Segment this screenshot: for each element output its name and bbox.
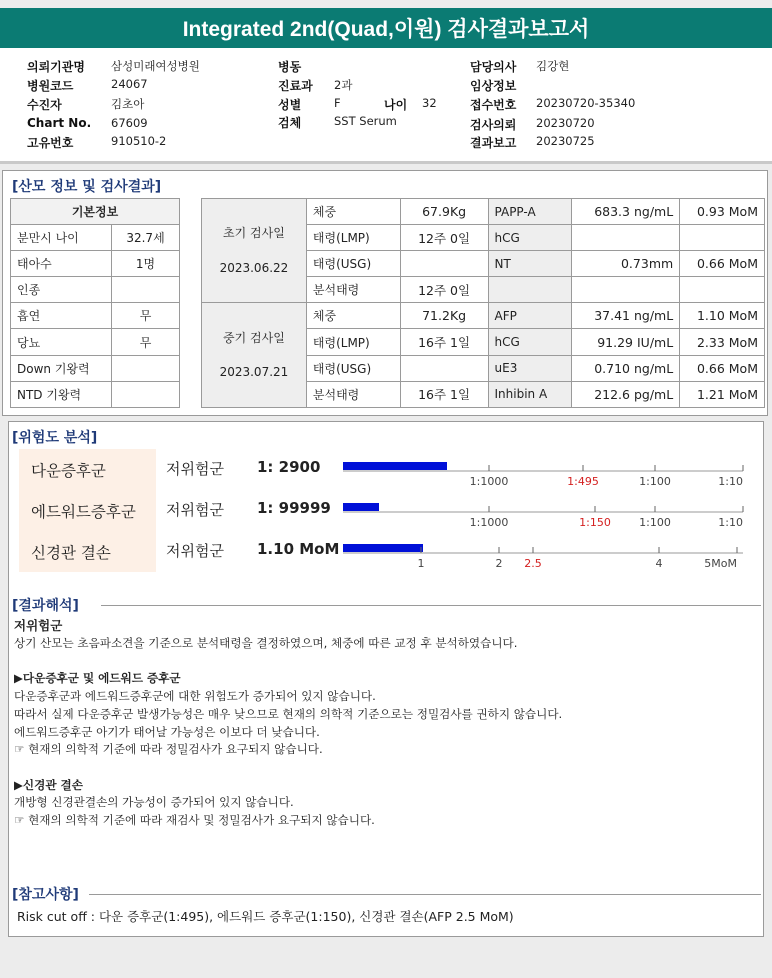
patient-header <box>0 48 772 164</box>
interpretation-group: 저위험군 <box>14 618 63 633</box>
reference-text: Risk cut off : 다운 증후군(1:495), 에드워드 증후군(1:150), 신경관 결손(AFP 2.5 MoM) <box>17 909 514 924</box>
basic-value: 무 <box>112 303 180 329</box>
marker-mom: 2.33 MoM <box>680 329 765 355</box>
header-value: SST Serum <box>334 114 397 128</box>
period-cell <box>202 199 307 303</box>
header-value: 김강현 <box>536 59 570 73</box>
marker-value <box>572 277 680 303</box>
header-value: 삼성미래여성병원 <box>111 59 200 73</box>
header-label: 접수번호 <box>470 98 517 112</box>
header-label: 검사의뢰 <box>470 118 517 132</box>
risk-scale-label: 1 <box>417 557 425 570</box>
header-value: F <box>334 96 341 110</box>
basic-label: NTD 기왕력 <box>11 381 112 407</box>
risk-scale-label: 1:1000 <box>469 475 509 488</box>
marker-name <box>488 277 572 303</box>
measure-value: 16주 1일 <box>400 329 488 355</box>
marker-name: hCG <box>488 225 572 251</box>
maternal-panel <box>2 170 768 416</box>
basic-label: Down 기왕력 <box>11 355 112 381</box>
risk-scale-label: 5MoM <box>704 557 737 570</box>
header-label: 병원코드 <box>27 79 74 93</box>
marker-value: 212.6 pg/mL <box>572 381 680 407</box>
risk-scale-label: 1:10 <box>718 475 743 488</box>
section-divider <box>89 894 761 895</box>
risk-scale-label: 1:10 <box>718 516 743 529</box>
risk-group: 저위험군 <box>166 542 224 560</box>
marker-mom <box>680 225 765 251</box>
table-row <box>11 355 180 381</box>
basic-label: 분만시 나이 <box>11 225 112 251</box>
table-row <box>202 303 765 329</box>
marker-value <box>572 225 680 251</box>
risk-name: 다운증후군 <box>19 449 156 490</box>
ntd-heading: ▶신경관 결손 <box>14 778 83 792</box>
age-label: 나이 <box>384 98 408 112</box>
period-name: 초기 검사일 <box>223 226 285 241</box>
table-row <box>11 277 180 303</box>
period-name: 중기 검사일 <box>223 330 285 345</box>
measure-value <box>400 251 488 277</box>
header-label: 성별 <box>278 98 302 112</box>
measure-value: 16주 1일 <box>400 381 488 407</box>
period-date: 2023.07.21 <box>219 365 289 380</box>
header-label: 병동 <box>278 60 302 74</box>
risk-scale-label: 1:1000 <box>469 516 509 529</box>
section-title: [결과해석] <box>12 598 79 614</box>
risk-group: 저위험군 <box>166 460 224 478</box>
age-value: 32 <box>422 96 437 110</box>
marker-name: Inhibin A <box>488 381 572 407</box>
table-row <box>11 329 180 355</box>
header-label: Chart No. <box>27 116 92 130</box>
basic-value <box>112 381 180 407</box>
period-cell <box>202 303 307 407</box>
risk-scale-label: 4 <box>655 557 663 570</box>
marker-name: AFP <box>488 303 572 329</box>
marker-mom: 0.66 MoM <box>680 251 765 277</box>
table-row <box>11 225 180 251</box>
marker-name: NT <box>488 251 572 277</box>
risk-value: 1: 99999 <box>257 499 331 517</box>
marker-mom: 0.66 MoM <box>680 355 765 381</box>
down-heading: ▶다운증후군 및 에드워드 증후군 <box>14 671 181 685</box>
measure-label: 체중 <box>306 303 400 329</box>
risk-bar <box>343 544 423 552</box>
header-value: 910510-2 <box>111 134 167 148</box>
basic-info-table <box>10 198 180 408</box>
risk-bar <box>343 503 379 511</box>
marker-name: hCG <box>488 329 572 355</box>
measure-value: 71.2Kg <box>400 303 488 329</box>
measure-label: 태령(USG) <box>306 355 400 381</box>
results-table <box>201 198 765 408</box>
marker-value: 0.73mm <box>572 251 680 277</box>
header-label: 의뢰기관명 <box>27 60 85 74</box>
marker-mom <box>680 277 765 303</box>
risk-group: 저위험군 <box>166 501 224 519</box>
interpretation-line: 개방형 신경관결손의 가능성이 증가되어 있지 않습니다. <box>14 795 294 809</box>
basic-label: 인종 <box>11 277 112 303</box>
header-value: 김초아 <box>111 97 145 111</box>
marker-mom: 1.10 MoM <box>680 303 765 329</box>
interpretation-line: 다운증후군과 에드워드증후군에 대한 위험도가 증가되어 있지 않습니다. <box>14 689 376 703</box>
measure-value: 12주 0일 <box>400 277 488 303</box>
interpretation-summary: 상기 산모는 초음파소견을 기준으로 분석태령을 결정하였으며, 체중에 따른 교정 후 분석하였습니다. <box>14 636 518 650</box>
section-title: [산모 정보 및 검사결과] <box>12 179 162 195</box>
header-label: 수진자 <box>27 98 62 112</box>
interpretation-line: ☞ 현재의 의학적 기준에 따라 재검사 및 정밀검사가 요구되지 않습니다. <box>14 813 375 827</box>
section-title: [위험도 분석] <box>12 430 98 446</box>
marker-value: 683.3 ng/mL <box>572 199 680 225</box>
basic-value: 무 <box>112 329 180 355</box>
marker-name: uE3 <box>488 355 572 381</box>
measure-value: 67.9Kg <box>400 199 488 225</box>
report-title: Integrated 2nd(Quad,이원) 검사결과보고서 <box>0 8 772 48</box>
table-row <box>202 199 765 225</box>
measure-label: 분석태령 <box>306 381 400 407</box>
risk-value: 1: 2900 <box>257 458 321 476</box>
basic-value: 32.7세 <box>112 225 180 251</box>
basic-info-header: 기본정보 <box>11 199 180 225</box>
risk-scale-label: 1:495 <box>567 475 599 488</box>
marker-value: 37.41 ng/mL <box>572 303 680 329</box>
table-row <box>11 381 180 407</box>
header-label: 임상정보 <box>470 79 517 93</box>
risk-scale-label: 2 <box>495 557 503 570</box>
table-row <box>11 251 180 277</box>
header-label: 고유번호 <box>27 136 74 150</box>
section-title: [참고사항] <box>12 887 79 903</box>
header-label: 담당의사 <box>470 60 517 74</box>
header-label: 결과보고 <box>470 136 517 150</box>
basic-label: 태아수 <box>11 251 112 277</box>
header-value: 20230725 <box>536 134 595 148</box>
basic-value <box>112 355 180 381</box>
measure-label: 태령(LMP) <box>306 225 400 251</box>
header-value: 67609 <box>111 116 148 130</box>
risk-bar-chart <box>329 449 759 574</box>
measure-label: 분석태령 <box>306 277 400 303</box>
marker-mom: 0.93 MoM <box>680 199 765 225</box>
marker-value: 91.29 IU/mL <box>572 329 680 355</box>
interpretation-line: 따라서 실제 다운증후군 발생가능성은 매우 낮으므로 현재의 의학적 기준으로는 정밀검사를 권하지 않습니다. <box>14 707 563 721</box>
interpretation-line: 에드워드증후군 아기가 태어날 가능성은 이보다 더 낮습니다. <box>14 725 320 739</box>
header-value: 20230720-35340 <box>536 96 636 110</box>
measure-label: 태령(LMP) <box>306 329 400 355</box>
measure-label: 체중 <box>306 199 400 225</box>
header-label: 진료과 <box>278 79 313 93</box>
marker-mom: 1.21 MoM <box>680 381 765 407</box>
section-divider <box>101 605 761 606</box>
header-value: 24067 <box>111 77 148 91</box>
risk-value: 1.10 MoM <box>257 540 340 558</box>
interpretation-line: ☞ 현재의 의학적 기준에 따라 정밀검사가 요구되지 않습니다. <box>14 742 323 756</box>
risk-bar <box>343 462 447 470</box>
measure-value <box>400 355 488 381</box>
basic-label: 흡연 <box>11 303 112 329</box>
header-label: 검체 <box>278 116 302 130</box>
header-value: 20230720 <box>536 116 595 130</box>
basic-value: 1명 <box>112 251 180 277</box>
analysis-panel <box>8 421 764 937</box>
risk-scale-label: 1:100 <box>639 516 671 529</box>
basic-label: 당뇨 <box>11 329 112 355</box>
marker-value: 0.710 ng/mL <box>572 355 680 381</box>
table-row <box>11 303 180 329</box>
risk-name: 신경관 결손 <box>19 531 156 572</box>
header-value: 2과 <box>334 78 353 92</box>
measure-label: 태령(USG) <box>306 251 400 277</box>
risk-name: 에드워드증후군 <box>19 490 156 531</box>
risk-scale-label: 2.5 <box>524 557 542 570</box>
risk-scale-label: 1:150 <box>579 516 611 529</box>
measure-value: 12주 0일 <box>400 225 488 251</box>
period-date: 2023.06.22 <box>219 260 289 275</box>
basic-value <box>112 277 180 303</box>
risk-scale-label: 1:100 <box>639 475 671 488</box>
marker-name: PAPP-A <box>488 199 572 225</box>
